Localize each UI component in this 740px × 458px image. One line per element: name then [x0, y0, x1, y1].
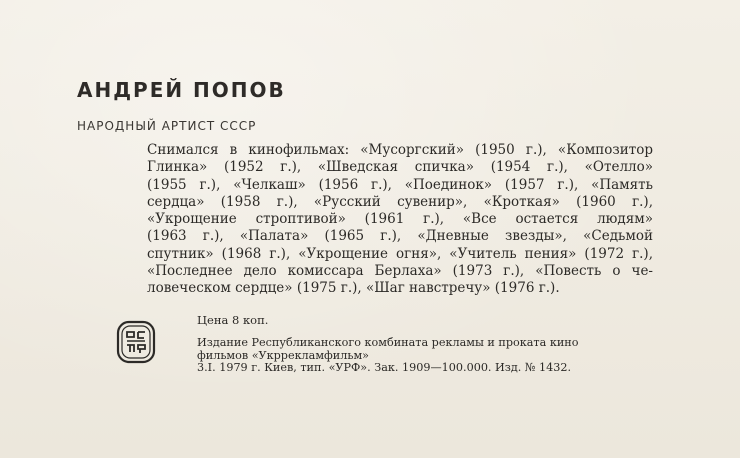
publisher-line: Издание Республиканского комбината рекламы и проката кино: [197, 336, 579, 349]
publisher-logo-icon: [116, 320, 156, 364]
filmography-line: спутник» (1968 г.), «Укрощение огня», «Учитель пения» (1972 г.),: [147, 245, 653, 262]
imprint-line: 3.I. 1979 г. Киев, тип. «УРФ». Зак. 1909—100.000. Изд. № 1432.: [197, 361, 572, 374]
publisher-info: [197, 337, 649, 362]
filmography-line: Снимался в кинофильмах: «Мусоргский» (1950 г.), «Композитор: [147, 142, 653, 158]
actor-title: НАРОДНЫЙ АРТИСТ СССР: [77, 119, 257, 133]
filmography-line: ловеческом сердце» (1975 г.), «Шаг навстречу» (1976 г.).: [147, 280, 560, 297]
filmography-line: сердца» (1958 г.), «Русский сувенир», «Кроткая» (1960 г.),: [147, 193, 653, 210]
filmography-line: (1963 г.), «Палата» (1965 г.), «Дневные звезды», «Седьмой: [147, 228, 653, 245]
filmography-line: (1955 г.), «Челкаш» (1956 г.), «Поединок» (1957 г.), «Память: [147, 176, 653, 193]
filmography-line: Глинка» (1952 г.), «Шведская спичка» (1954 г.), «Отелло»: [147, 159, 653, 176]
publisher-line: фильмов «Укррекламфильм»: [197, 348, 369, 362]
price-label: Цена 8 коп.: [197, 313, 269, 327]
filmography-text: [147, 142, 653, 298]
actor-name: АНДРЕЙ ПОПОВ: [77, 78, 286, 102]
filmography-line: «Укрощение строптивой» (1961 г.), «Все остается людям»: [147, 211, 653, 228]
filmography-line: «Последнее дело комиссара Берлаха» (1973 г.), «Повесть о че-: [147, 263, 653, 280]
